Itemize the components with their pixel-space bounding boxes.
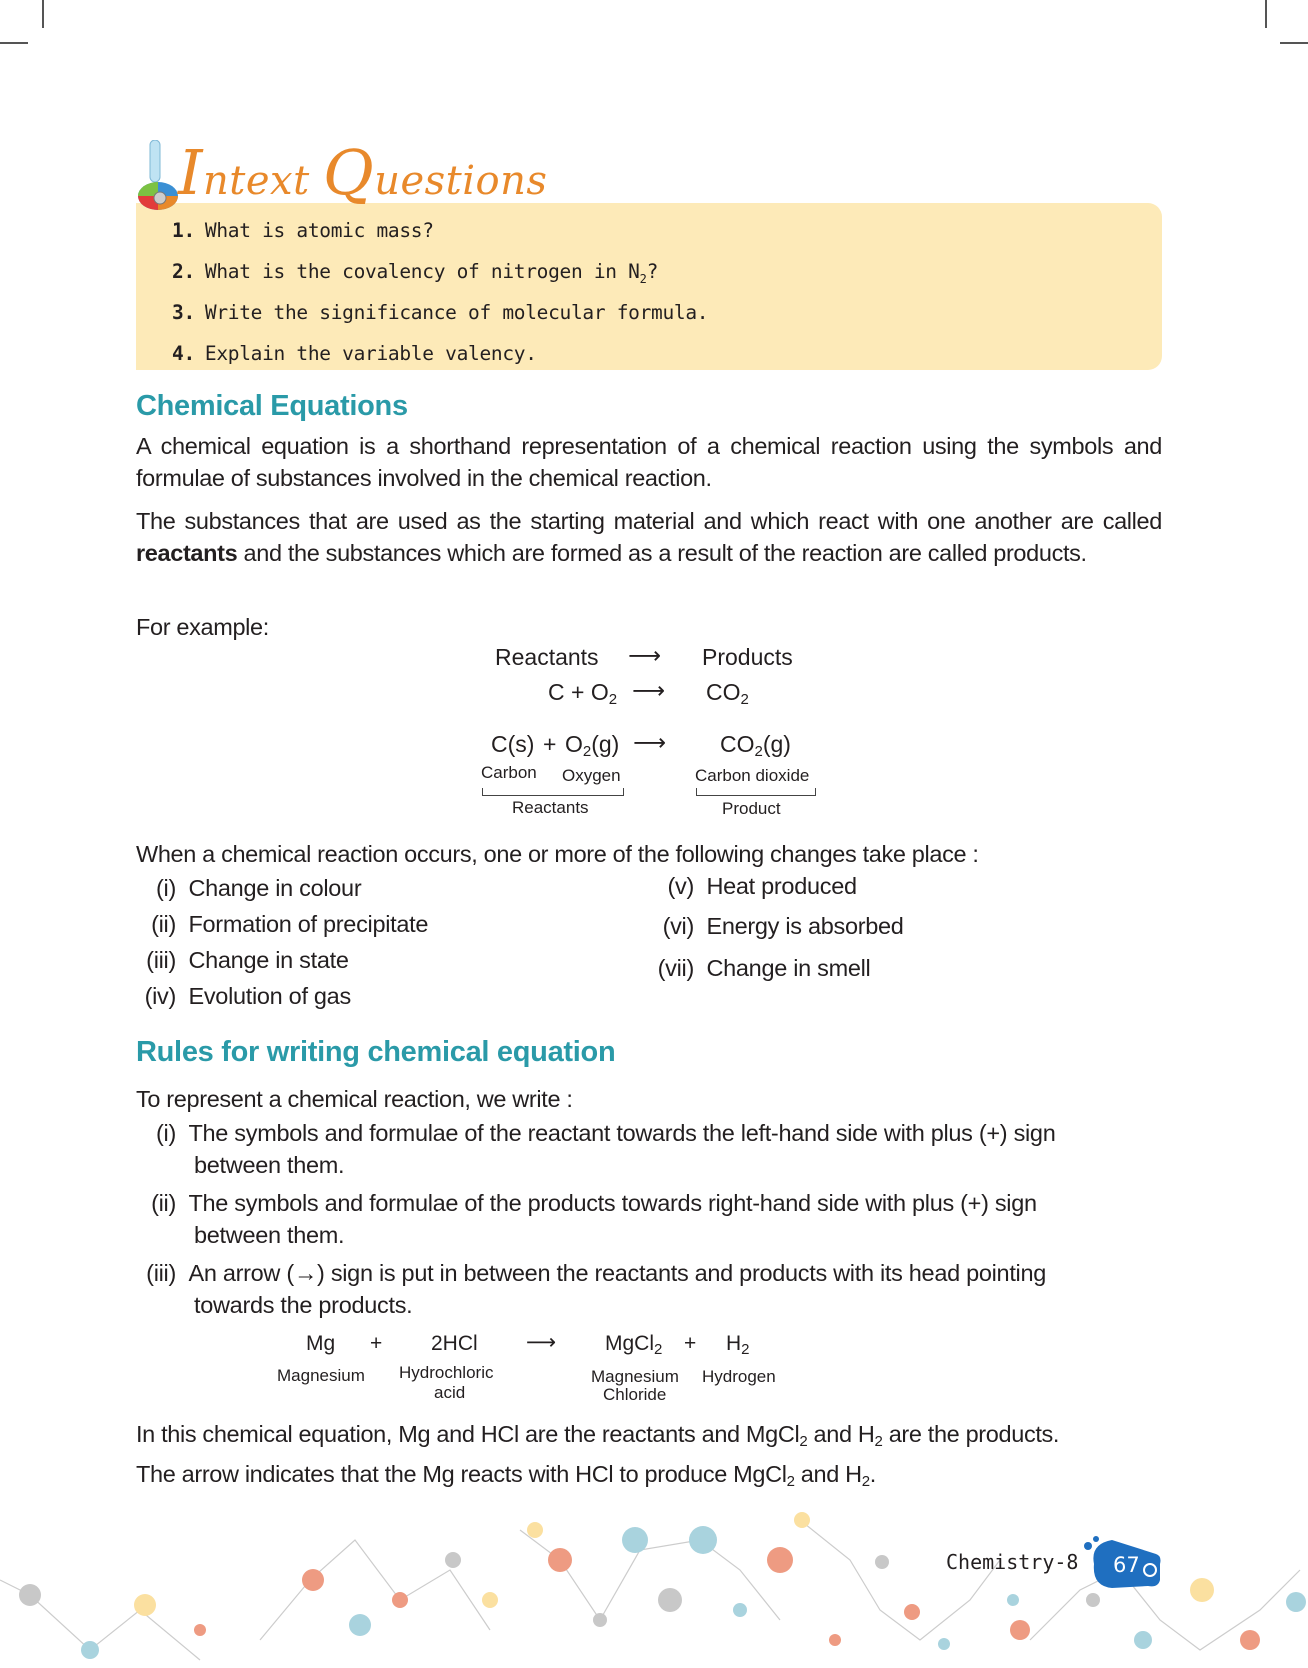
section-heading: Rules for writing chemical equation (136, 1036, 616, 1068)
page-number: 67 (1113, 1553, 1140, 1577)
question-item: 3. Write the significance of molecular formula. (172, 301, 709, 324)
h2-name: Hydrogen (702, 1367, 776, 1386)
product-label: Product (722, 799, 781, 818)
paragraph: The substances that are used as the starting material and which react with one another are called reactants and the substances which are formed as a result of the reaction are called products. (136, 508, 1162, 566)
crop-mark (1280, 42, 1308, 44)
h2-formula: $H_2$ (726, 1332, 750, 1358)
hcl-name: Hydrochloric (399, 1363, 494, 1382)
product-bracket (696, 788, 816, 796)
eq1-right: Products (702, 644, 793, 670)
rule-item: (i) The symbols and formulae of the reactant towards the left-hand side with plus (+) sign (156, 1120, 1056, 1146)
rule-item: (iii) An arrow (→) sign is put in between the reactants and products with its head pointing (146, 1260, 1047, 1286)
eq2-left: $C + O_2$ (548, 679, 618, 708)
eq1-left: Reactants (495, 644, 599, 670)
change-item: (vi) Energy is absorbed (662, 913, 904, 939)
arrow-icon: ⟶ (526, 1331, 557, 1354)
arrow-icon: ⟶ (633, 729, 666, 755)
change-item: (iii) Change in state (146, 947, 349, 973)
change-item: (vii) Change in smell (657, 955, 871, 981)
question-item: 2. What is the covalency of nitrogen in $N_2$? (172, 260, 659, 286)
change-item: (iv) Evolution of gas (144, 983, 351, 1009)
crop-mark (0, 42, 28, 44)
mgcl2-formula: MgCl$_2$ (605, 1332, 663, 1358)
arrow-icon: ⟶ (632, 677, 665, 703)
crop-mark (42, 0, 44, 28)
reactants-label: Reactants (512, 798, 589, 817)
eq3-plus: + (543, 731, 557, 757)
question-item: 4. Explain the variable valency. (172, 342, 537, 365)
mg-name: Magnesium (277, 1366, 365, 1385)
arrow-icon: ⟶ (628, 642, 661, 668)
book-title: Chemistry-8 (946, 1550, 1079, 1574)
mg-formula: Mg (306, 1332, 336, 1355)
change-item: (ii) Formation of precipitate (151, 911, 429, 937)
eq2-right: $CO_2$ (706, 679, 749, 708)
plus-sign: + (684, 1332, 697, 1355)
change-item: (v) Heat produced (667, 873, 857, 899)
mgcl2-name: Magnesium (591, 1367, 679, 1386)
paragraph: In this chemical equation, Mg and HCl are the reactants and MgCl$_2$ and $H_2$ are the products. The arrow indicates that the Mg reacts with HCl to produce MgCl$_2$ and $H_2$. (136, 1421, 1060, 1490)
question-item: 1. What is atomic mass? (172, 219, 434, 242)
example-label: For example: (136, 614, 269, 640)
eq3-r1: C(s) (491, 731, 535, 757)
eq3-p1: $CO_2(g)$ (720, 731, 791, 760)
mgcl2-name-2: Chloride (603, 1385, 667, 1404)
rule-item-cont: between them. (194, 1152, 345, 1178)
flask-icon (136, 140, 180, 212)
eq3-r2-name: Oxygen (562, 766, 621, 785)
rule-item-cont: between them. (194, 1222, 345, 1248)
intext-questions-title: Intext Questions (178, 136, 548, 209)
paragraph: When a chemical reaction occurs, one or more of the following changes take place : (136, 841, 979, 867)
rule-item: (ii) The symbols and formulae of the products towards right-hand side with plus (+) sign (151, 1190, 1037, 1216)
paragraph: A chemical equation is a shorthand representation of a chemical reaction using the symbols and formulae of substances involved in the chemical reaction. (136, 433, 1162, 491)
rule-item-cont: towards the products. (194, 1292, 413, 1318)
change-item: (i) Change in colour (156, 875, 362, 901)
section-heading: Chemical Equations (136, 390, 408, 422)
paragraph: To represent a chemical reaction, we write : (136, 1086, 573, 1112)
reactants-bracket (482, 788, 624, 796)
eq3-r1-name: Carbon (481, 763, 537, 782)
hcl-name-2: acid (434, 1383, 466, 1402)
eq3-p1-name: Carbon dioxide (695, 766, 810, 785)
crop-mark (1265, 0, 1267, 28)
eq3-r2: $O_2(g)$ (565, 731, 620, 760)
plus-sign: + (370, 1332, 383, 1355)
hcl-formula: 2HCl (431, 1332, 478, 1355)
